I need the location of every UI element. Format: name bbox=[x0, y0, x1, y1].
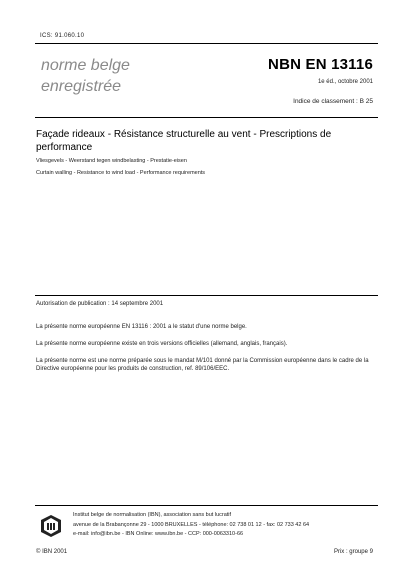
price-group: Prix : groupe 9 bbox=[333, 549, 373, 555]
brand-line-2: enregistrée bbox=[41, 78, 122, 95]
title-top-rule bbox=[35, 117, 378, 118]
institute-name: Institut belge de normalisation (IBN), association sans but lucratif bbox=[73, 512, 232, 518]
copyright: © IBN 2001 bbox=[36, 549, 68, 555]
brand-line-1: norme belge bbox=[41, 57, 130, 74]
footer-rule bbox=[35, 505, 378, 506]
institute-address: avenue de la Brabançonne 29 - 1000 BRUXELLES - téléphone: 02 738 01 12 - fax: 02 733 42 64 bbox=[73, 522, 310, 528]
title-english: Curtain walling - Resistance to wind load - Performance requirements bbox=[36, 170, 206, 176]
document-title: Façade rideaux - Résistance structurelle au vent - Prescriptions de performance bbox=[36, 129, 332, 153]
versions-paragraph: La présente norme européenne existe en trois versions officielles (allemand, anglais, français). bbox=[36, 341, 288, 347]
institute-contact: e-mail: info@ibn.be - IBN Online: www.ibn.be - CCP: 000-0063310-66 bbox=[73, 531, 244, 537]
standard-number: NBN EN 13116 bbox=[268, 56, 373, 73]
ibn-logo bbox=[40, 514, 62, 538]
mid-rule bbox=[35, 295, 378, 296]
classification-index: Indice de classement : B 25 bbox=[293, 98, 373, 105]
title-dutch: Vliesgevels - Weerstand tegen windbelasting - Prestatie-eisen bbox=[36, 158, 187, 164]
top-rule bbox=[35, 43, 378, 44]
status-paragraph: La présente norme européenne EN 13116 : 2001 a le statut d'une norme belge. bbox=[36, 324, 247, 330]
edition-date: 1e éd., octobre 2001 bbox=[317, 79, 373, 85]
mandate-paragraph: La présente norme est une norme préparée sous le mandat M/101 donné par la Commission européenne dans le cadre de la Directive européenne pour les produits de construction, ref. 89/106/EEC. bbox=[36, 358, 369, 372]
publication-authorisation: Autorisation de publication : 14 septembre 2001 bbox=[36, 301, 164, 307]
ics-code: ICS: 91.060.10 bbox=[40, 33, 85, 39]
